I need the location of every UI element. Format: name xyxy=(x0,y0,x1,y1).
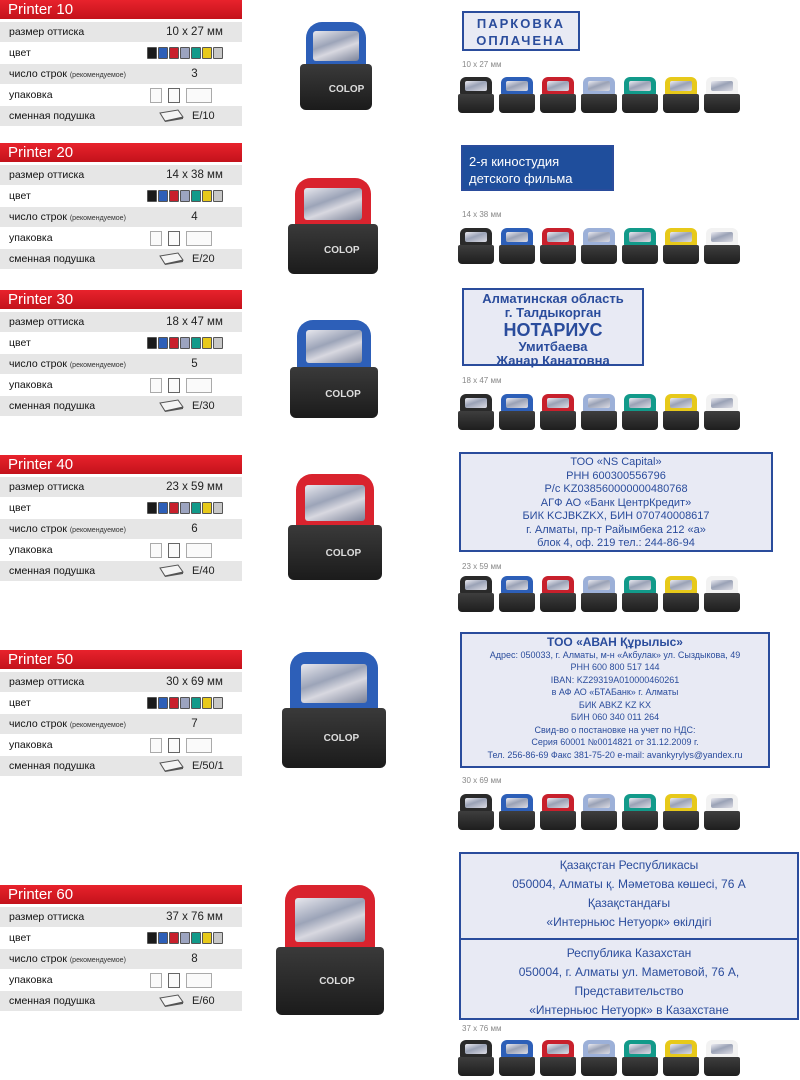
impression-sample xyxy=(462,288,644,366)
color-swatch-6 xyxy=(202,697,212,709)
impression-line: Представительство xyxy=(574,984,684,998)
product-title: Printer 20 xyxy=(0,143,242,162)
stamp-logo: COLOP xyxy=(319,976,355,987)
stamp-photo xyxy=(300,22,372,110)
label-packaging: упаковка xyxy=(9,232,53,244)
stamp-window xyxy=(305,485,365,521)
spec-row-lines xyxy=(0,714,242,734)
spec-row-pad xyxy=(0,106,242,126)
impression-line: НОТАРИУС xyxy=(503,320,603,340)
label-color: цвет xyxy=(9,47,31,59)
impression-line: блок 4, оф. 219 тел.: 244-86-94 xyxy=(537,537,695,549)
packaging-icons xyxy=(150,231,212,246)
label-lines: число строк (рекомендуемое) xyxy=(9,358,126,370)
spec-row-pad xyxy=(0,991,242,1011)
packaging-icons xyxy=(150,973,212,988)
impression-caption: 14 x 38 мм xyxy=(462,210,502,219)
color-swatches xyxy=(147,697,223,709)
spec-row-lines xyxy=(0,519,242,539)
spec-row-lines xyxy=(0,354,242,374)
impression-line: АГФ АО «Банк ЦентрКредит» xyxy=(540,496,692,509)
pack-blister-icon xyxy=(186,543,212,558)
pack-box-icon xyxy=(150,231,162,246)
stamp-variant-4 xyxy=(581,77,617,113)
size-value: 14 x 38 мм xyxy=(166,169,223,181)
pad-value: E/20 xyxy=(192,253,215,265)
ink-pad-icon xyxy=(158,564,184,577)
impression-line: Свид-во о постановке на учет по НДС: xyxy=(534,724,696,735)
color-swatch-2 xyxy=(158,190,168,202)
spec-row-packaging xyxy=(0,85,242,105)
impression-sample xyxy=(459,452,773,552)
stamp-variant-2 xyxy=(499,576,535,612)
impression-line: 050004, Алматы қ. Мәметова көшесі, 76 А xyxy=(512,877,746,891)
stamp-window xyxy=(301,664,368,703)
color-swatch-1 xyxy=(147,502,157,514)
color-swatches xyxy=(147,932,223,944)
spec-row-size xyxy=(0,312,242,332)
pack-case-icon xyxy=(168,88,180,103)
stamp-photo xyxy=(288,178,378,274)
packaging-icons xyxy=(150,543,212,558)
product-title: Printer 40 xyxy=(0,455,242,474)
size-value: 10 x 27 мм xyxy=(166,26,223,38)
pack-case-icon xyxy=(168,543,180,558)
color-swatch-4 xyxy=(180,337,190,349)
stamp-variant-6 xyxy=(663,394,699,430)
pack-case-icon xyxy=(168,231,180,246)
color-swatch-3 xyxy=(169,502,179,514)
spec-row-packaging xyxy=(0,375,242,395)
stamp-variant-1 xyxy=(458,576,494,612)
color-swatch-1 xyxy=(147,932,157,944)
stamp-variant-3 xyxy=(540,394,576,430)
spec-row-packaging xyxy=(0,540,242,560)
stamp-photo xyxy=(276,885,384,1015)
impression-caption: 23 x 59 мм xyxy=(462,562,502,571)
color-swatch-6 xyxy=(202,502,212,514)
spec-row-pad xyxy=(0,756,242,776)
color-swatch-7 xyxy=(213,47,223,59)
impression-line: Қазақстандағы xyxy=(587,896,671,910)
impression-line: в АФ АО «БТАБанк» г. Алматы xyxy=(551,687,679,697)
impression-sample xyxy=(460,632,770,768)
stamp-logo: COLOP xyxy=(325,548,362,560)
stamp-window xyxy=(306,330,362,363)
stamp-variant-6 xyxy=(663,1040,699,1076)
stamp-variant-2 xyxy=(499,228,535,264)
stamp-variant-2 xyxy=(499,77,535,113)
stamp-variant-6 xyxy=(663,228,699,264)
stamp-variant-1 xyxy=(458,1040,494,1076)
spec-row-packaging xyxy=(0,735,242,755)
stamp-variant-4 xyxy=(581,794,617,830)
impression-line: БИН 060 340 011 264 xyxy=(570,712,660,722)
spec-row-size xyxy=(0,672,242,692)
label-pad: сменная подушка xyxy=(9,760,96,772)
impression-line: БИК ABKZ KZ KX xyxy=(578,699,652,710)
color-swatch-6 xyxy=(202,47,212,59)
label-size: размер оттиска xyxy=(9,169,85,181)
stamp-variant-5 xyxy=(622,77,658,113)
impression-line: ПАРКОВКА xyxy=(476,16,566,31)
pack-blister-icon xyxy=(186,378,212,393)
impression-caption: 30 x 69 мм xyxy=(462,776,502,785)
color-swatch-1 xyxy=(147,190,157,202)
color-swatch-7 xyxy=(213,932,223,944)
pack-blister-icon xyxy=(186,973,212,988)
color-swatch-1 xyxy=(147,337,157,349)
impression-sample xyxy=(461,145,614,191)
spec-row-size xyxy=(0,477,242,497)
impression-line: «Интерньюс Нетуорк» өкілдігі xyxy=(546,915,712,929)
color-variants xyxy=(458,228,740,264)
stamp-variant-3 xyxy=(540,77,576,113)
color-variants xyxy=(458,1040,740,1076)
impression-caption: 10 x 27 мм xyxy=(462,60,502,69)
stamp-variant-2 xyxy=(499,1040,535,1076)
stamp-variant-7 xyxy=(704,394,740,430)
ink-pad-icon xyxy=(158,109,184,122)
stamp-logo: COLOP xyxy=(325,388,361,400)
color-swatch-2 xyxy=(158,337,168,349)
color-swatch-3 xyxy=(169,190,179,202)
lines-value: 3 xyxy=(191,68,198,80)
lines-value: 6 xyxy=(191,523,198,535)
impression-line: Серия 60001 №0014821 от 31.12.2009 г. xyxy=(531,737,699,747)
stamp-variant-4 xyxy=(581,1040,617,1076)
size-value: 30 x 69 мм xyxy=(166,676,223,688)
label-pad: сменная подушка xyxy=(9,253,96,265)
color-swatch-1 xyxy=(147,47,157,59)
impression-line: РНН 600300556796 xyxy=(566,469,666,482)
spec-row-color xyxy=(0,333,242,353)
color-swatch-1 xyxy=(147,697,157,709)
impression-line: Р/с KZ038560000000480768 xyxy=(544,483,688,495)
stamp-variant-3 xyxy=(540,794,576,830)
impression-line: Тел. 256-86-69 Факс 381-75-20 e-mail: avankyrylys@yandex.ru xyxy=(487,749,743,760)
spec-row-color xyxy=(0,498,242,518)
color-swatches xyxy=(147,47,223,59)
stamp-variant-7 xyxy=(704,794,740,830)
spec-row-size xyxy=(0,165,242,185)
stamp-variant-1 xyxy=(458,77,494,113)
ink-pad-icon xyxy=(158,252,184,265)
color-swatch-3 xyxy=(169,697,179,709)
spec-row-size xyxy=(0,907,242,927)
color-variants xyxy=(458,77,740,113)
color-swatch-2 xyxy=(158,47,168,59)
stamp-variant-2 xyxy=(499,794,535,830)
color-swatch-7 xyxy=(213,337,223,349)
impression-line: ТОО «NS Capital» xyxy=(570,456,662,468)
spec-row-pad xyxy=(0,249,242,269)
spec-row-pad xyxy=(0,396,242,416)
product-title: Printer 30 xyxy=(0,290,242,309)
label-pad: сменная подушка xyxy=(9,110,96,122)
stamp-variant-5 xyxy=(622,394,658,430)
stamp-window xyxy=(304,188,362,221)
impression-line: Умитбаева xyxy=(518,340,588,354)
impression-line: IBAN: KZ29319A010000460261 xyxy=(550,674,680,685)
impression-line: Адрес: 050033, г. Алматы, м-н «Акбулак» ул. Сыздыкова, 49 xyxy=(489,649,741,660)
spec-row-color xyxy=(0,43,242,63)
label-pad: сменная подушка xyxy=(9,565,96,577)
impression-sample xyxy=(462,11,580,51)
label-size: размер оттиска xyxy=(9,481,85,493)
impression-line: 050004, г. Алматы ул. Маметовой, 76 А, xyxy=(518,965,740,979)
impression-line: БИК KCJBKZKX, БИН 070740008617 xyxy=(522,510,710,522)
size-value: 18 x 47 мм xyxy=(166,316,223,328)
stamp-variant-1 xyxy=(458,794,494,830)
spec-row-color xyxy=(0,186,242,206)
color-swatch-7 xyxy=(213,502,223,514)
color-swatch-2 xyxy=(158,932,168,944)
impression-caption: 18 x 47 мм xyxy=(462,376,502,385)
color-swatch-3 xyxy=(169,47,179,59)
color-swatch-2 xyxy=(158,502,168,514)
pack-blister-icon xyxy=(186,738,212,753)
label-packaging: упаковка xyxy=(9,739,53,751)
pack-box-icon xyxy=(150,738,162,753)
label-packaging: упаковка xyxy=(9,974,53,986)
spec-row-color xyxy=(0,928,242,948)
stamp-variant-1 xyxy=(458,228,494,264)
pack-case-icon xyxy=(168,973,180,988)
spec-row-size xyxy=(0,22,242,42)
product-title: Printer 10 xyxy=(0,0,242,19)
color-swatch-5 xyxy=(191,337,201,349)
spec-row-pad xyxy=(0,561,242,581)
lines-value: 5 xyxy=(191,358,198,370)
label-lines: число строк (рекомендуемое) xyxy=(9,718,126,730)
stamp-variant-3 xyxy=(540,228,576,264)
stamp-variant-4 xyxy=(581,394,617,430)
stamp-logo: COLOP xyxy=(328,83,365,95)
impression-line: РНН 600 800 517 144 xyxy=(570,662,660,672)
spec-row-packaging xyxy=(0,970,242,990)
pad-value: E/50/1 xyxy=(192,760,224,772)
impression-line: г. Талдыкорган xyxy=(504,306,602,320)
impression-line: детского фильма xyxy=(469,171,573,186)
stamp-window xyxy=(313,31,359,61)
color-swatches xyxy=(147,337,223,349)
stamp-variant-1 xyxy=(458,394,494,430)
color-swatch-3 xyxy=(169,932,179,944)
color-swatch-5 xyxy=(191,932,201,944)
color-swatch-7 xyxy=(213,697,223,709)
spec-row-lines xyxy=(0,207,242,227)
stamp-variant-4 xyxy=(581,228,617,264)
color-swatch-5 xyxy=(191,190,201,202)
color-swatch-5 xyxy=(191,502,201,514)
ink-pad-icon xyxy=(158,994,184,1007)
label-packaging: упаковка xyxy=(9,379,53,391)
size-value: 37 x 76 мм xyxy=(166,911,223,923)
color-swatch-4 xyxy=(180,697,190,709)
impression-line: г. Алматы, пр-т Райымбека 212 «а» xyxy=(526,523,706,536)
packaging-icons xyxy=(150,88,212,103)
stamp-variant-6 xyxy=(663,77,699,113)
impression-caption: 37 x 76 мм xyxy=(462,1024,502,1033)
pack-blister-icon xyxy=(186,231,212,246)
impression-line: Қазақстан Республикасы xyxy=(559,858,699,872)
impression-line: Жанар Канатовна xyxy=(496,354,610,368)
stamp-variant-3 xyxy=(540,1040,576,1076)
label-color: цвет xyxy=(9,502,31,514)
label-lines: число строк (рекомендуемое) xyxy=(9,953,126,965)
stamp-photo xyxy=(288,474,382,580)
color-swatch-6 xyxy=(202,932,212,944)
color-swatch-7 xyxy=(213,190,223,202)
stamp-variant-5 xyxy=(622,228,658,264)
pack-box-icon xyxy=(150,378,162,393)
impression-line: Алматинская область xyxy=(482,292,624,306)
pad-value: E/60 xyxy=(192,995,215,1007)
label-color: цвет xyxy=(9,190,31,202)
label-size: размер оттиска xyxy=(9,676,85,688)
color-swatch-5 xyxy=(191,697,201,709)
lines-value: 7 xyxy=(191,718,198,730)
pad-value: E/10 xyxy=(192,110,215,122)
product-title: Printer 60 xyxy=(0,885,242,904)
label-color: цвет xyxy=(9,337,31,349)
label-packaging: упаковка xyxy=(9,544,53,556)
product-title: Printer 50 xyxy=(0,650,242,669)
stamp-variant-4 xyxy=(581,576,617,612)
impression-line: 2-я киностудия xyxy=(469,154,560,169)
stamp-logo: COLOP xyxy=(323,733,360,745)
pack-case-icon xyxy=(168,738,180,753)
packaging-icons xyxy=(150,738,212,753)
color-swatch-4 xyxy=(180,47,190,59)
stamp-variant-2 xyxy=(499,394,535,430)
label-color: цвет xyxy=(9,932,31,944)
stamp-variant-3 xyxy=(540,576,576,612)
spec-row-lines xyxy=(0,949,242,969)
label-lines: число строк (рекомендуемое) xyxy=(9,211,126,223)
stamp-logo: COLOP xyxy=(324,245,360,257)
pack-box-icon xyxy=(150,543,162,558)
pack-blister-icon xyxy=(186,88,212,103)
color-swatch-4 xyxy=(180,190,190,202)
label-lines: число строк (рекомендуемое) xyxy=(9,68,126,80)
color-swatches xyxy=(147,502,223,514)
color-swatch-6 xyxy=(202,337,212,349)
lines-value: 4 xyxy=(191,211,198,223)
stamp-variant-5 xyxy=(622,794,658,830)
stamp-variant-7 xyxy=(704,576,740,612)
ink-pad-icon xyxy=(158,759,184,772)
pack-box-icon xyxy=(150,88,162,103)
color-variants xyxy=(458,394,740,430)
color-swatch-2 xyxy=(158,697,168,709)
color-variants xyxy=(458,794,740,830)
packaging-icons xyxy=(150,378,212,393)
color-swatch-3 xyxy=(169,337,179,349)
stamp-photo xyxy=(290,320,378,418)
stamp-photo xyxy=(282,652,386,768)
stamp-variant-5 xyxy=(622,1040,658,1076)
impression-line: ОПЛАЧЕНА xyxy=(476,33,566,48)
label-size: размер оттиска xyxy=(9,26,85,38)
size-value: 23 x 59 мм xyxy=(166,481,223,493)
pad-value: E/30 xyxy=(192,400,215,412)
label-pad: сменная подушка xyxy=(9,995,96,1007)
pack-case-icon xyxy=(168,378,180,393)
label-color: цвет xyxy=(9,697,31,709)
spec-row-color xyxy=(0,693,242,713)
stamp-variant-7 xyxy=(704,228,740,264)
color-swatch-4 xyxy=(180,932,190,944)
stamp-variant-6 xyxy=(663,794,699,830)
label-size: размер оттиска xyxy=(9,911,85,923)
ink-pad-icon xyxy=(158,399,184,412)
spec-row-lines xyxy=(0,64,242,84)
color-swatch-4 xyxy=(180,502,190,514)
label-size: размер оттиска xyxy=(9,316,85,328)
stamp-window xyxy=(295,898,364,942)
stamp-variant-5 xyxy=(622,576,658,612)
pad-value: E/40 xyxy=(192,565,215,577)
lines-value: 8 xyxy=(191,953,198,965)
color-swatch-5 xyxy=(191,47,201,59)
label-packaging: упаковка xyxy=(9,89,53,101)
label-pad: сменная подушка xyxy=(9,400,96,412)
spec-row-packaging xyxy=(0,228,242,248)
stamp-variant-7 xyxy=(704,1040,740,1076)
impression-line: ТОО «АВАН Құрылыс» xyxy=(547,636,683,649)
color-swatches xyxy=(147,190,223,202)
impression-line: «Интерньюс Нетуорк» в Казахстане xyxy=(529,1003,729,1017)
stamp-variant-7 xyxy=(704,77,740,113)
color-swatch-6 xyxy=(202,190,212,202)
color-variants xyxy=(458,576,740,612)
stamp-variant-6 xyxy=(663,576,699,612)
pack-box-icon xyxy=(150,973,162,988)
impression-line: Республика Казахстан xyxy=(461,938,797,963)
label-lines: число строк (рекомендуемое) xyxy=(9,523,126,535)
impression-sample xyxy=(459,852,799,1020)
